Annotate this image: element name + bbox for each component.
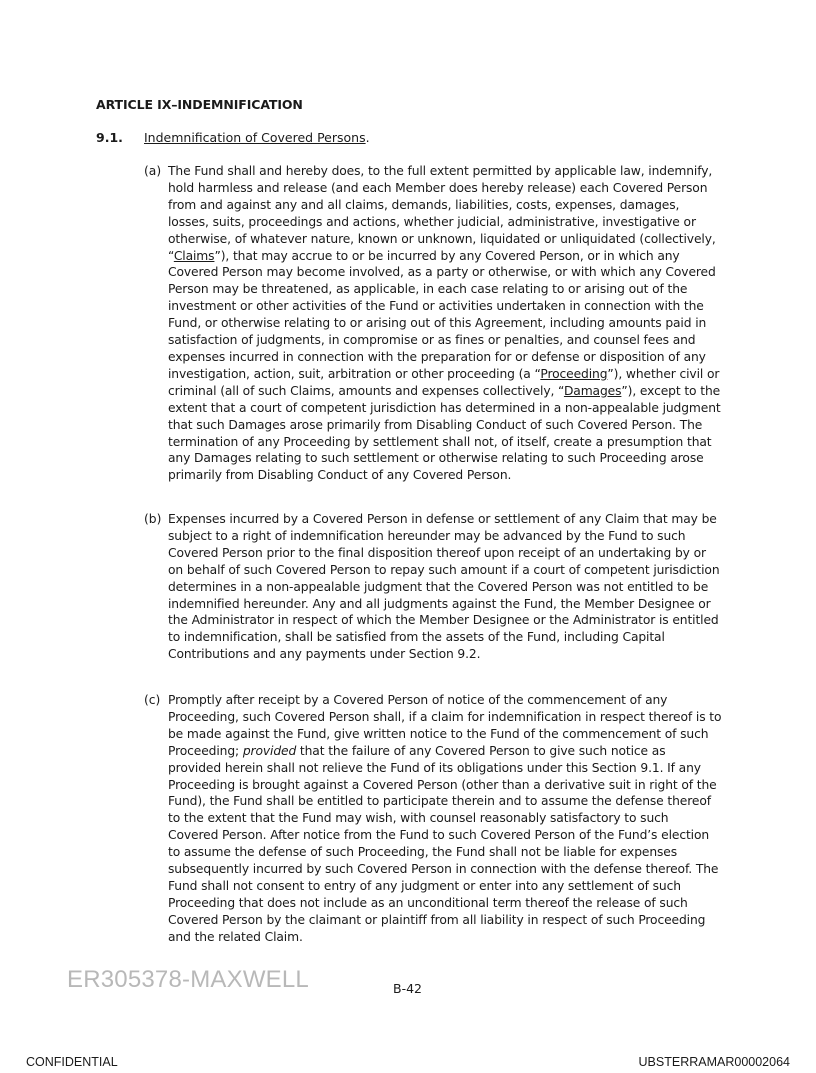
paragraph-b-label: (b)	[144, 512, 162, 526]
section-title-period: .	[365, 130, 370, 145]
paragraph-a-text	[168, 163, 722, 484]
paragraph-c-text-2: that the failure of any Covered Person to give such notice as provided herein shall not relieve the Fund of its obligations under this Section 9.1. If any Proceeding is brought against a Covered Person (other than a derivative suit in right of the Fund), the Fund shall be entitled to participate therein and to assume the defense thereof to the extent that the Fund may wish, with counsel reasonably satisfactory to such Covered Person. After notice from the Fund to such Covered Person of the Fund’s election to assume the defense of such Proceeding, the Fund shall not be liable for expenses subsequently incurred by such Covered Person in connection with the defense thereof. The Fund shall not consent to entry of any judgment or enter into any settlement of such Proceeding that does not include as an unconditional term thereof the release of such Covered Person by the claimant or plaintiff from all liability in respect of such Proceeding and the related Claim.	[168, 743, 719, 944]
paragraph-a-label: (a)	[144, 164, 162, 178]
paragraph-c-label: (c)	[144, 693, 161, 707]
exhibit-stamp: ER305378-MAXWELL	[67, 966, 309, 993]
defined-term-proceeding: Proceeding	[540, 366, 608, 381]
bates-number: UBSTERRAMAR00002064	[638, 1055, 790, 1069]
paragraph-a-text-4: ”), except to the extent that a court of competent jurisdiction has determined in a non-appealable judgment that such Damages arose primarily from Disabling Conduct of such Covered Person. The termination of any Proceeding by settlement shall not, of itself, create a presumption that any Damages relating to such settlement or otherwise relating to such Proceeding arose primarily from Disabling Conduct of any Covered Person.	[168, 383, 721, 483]
section-title-wrap	[144, 130, 370, 145]
paragraph-b	[144, 511, 722, 663]
paragraph-c-text	[168, 692, 722, 946]
article-heading: ARTICLE IX–INDEMNIFICATION	[96, 97, 303, 112]
confidential-label: CONFIDENTIAL	[26, 1055, 118, 1069]
defined-term-damages: Damages	[563, 383, 622, 398]
paragraph-a-text-1: The Fund shall and hereby does, to the full extent permitted by applicable law, indemnify, hold harmless and release (and each Member does hereby release) each Covered Person from and against any and all claims, demands, liabilities, costs, expenses, damages, losses, suits, proceedings and actions, whether judicial, administrative, investigative or otherwise, of whatever nature, known or unknown, liquidated or unliquidated (collectively, “	[168, 164, 716, 263]
paragraph-a-text-2: ”), that may accrue to or be incurred by any Covered Person, or in which any Covered Person may become involved, as a party or otherwise, or with which any Covered Person may be threatened, as applicable, in each case relating to or arising out of the investment or other activities of the Fund or activities undertaken in connection with the Fund, or otherwise relating to or arising out of this Agreement, including amounts paid in satisfaction of judgments, in compromise or as fines or penalties, and counsel fees and expenses incurred in connection with the preparation for or defense or disposition of any investigation, action, suit, arbitration or other proceeding (a “	[168, 248, 716, 381]
paragraph-c	[144, 692, 722, 946]
paragraph-b-text: Expenses incurred by a Covered Person in defense or settlement of any Claim that may be subject to a right of indemnification hereunder may be advanced by the Fund to such Covered Person prior to the final disposition thereof upon receipt of an undertaking by or on behalf of such Covered Person to repay such amount if a court of competent jurisdiction determines in a non-appealable judgment that the Covered Person was not entitled to be indemnified hereunder. Any and all judgments against the Fund, the Member Designee or the Administrator in respect of which the Member Designee or the Administrator is entitled to indemnification, shall be satisfied from the assets of the Fund, including Capital Contributions and any payments under Section 9.2.	[168, 512, 720, 662]
paragraph-c-text-1: Promptly after receipt by a Covered Person of notice of the commencement of any Proceeding, such Covered Person shall, if a claim for indemnification in respect thereof is to be made against the Fund, give written notice to the Fund of the commencement of such Proceeding;	[168, 693, 722, 758]
section-title: Indemnification of Covered Persons	[144, 130, 366, 145]
paragraph-a-text-3: ”), whether civil or criminal (all of such Claims, amounts and expenses collectively, “	[168, 366, 720, 398]
page-number: B-42	[393, 981, 422, 996]
defined-term-claims: Claims	[173, 248, 215, 263]
paragraph-a	[144, 163, 722, 484]
term-provided: provided	[242, 743, 297, 758]
section-number: 9.1.	[96, 130, 123, 145]
